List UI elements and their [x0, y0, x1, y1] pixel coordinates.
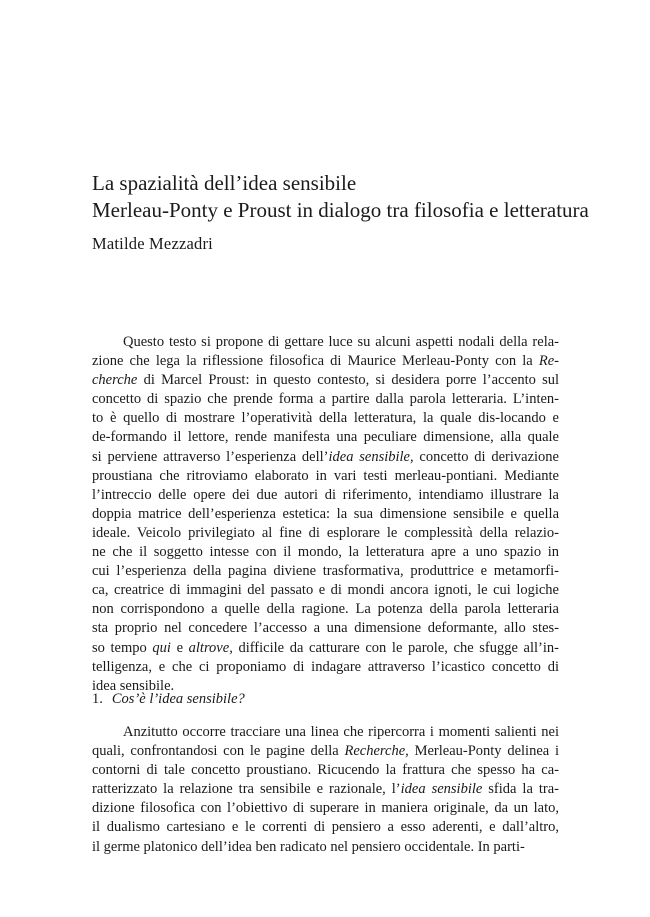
text-segment: ne che il soggetto intesse con il mondo, la letteratura apre a uno spazio in — [92, 544, 559, 561]
text-segment: non corrispondono a quelle della ragione. La potenza della parola letteraria — [92, 601, 559, 618]
section-heading — [92, 689, 245, 709]
text-segment: si perviene attraverso l’esperienza dell’ — [92, 448, 329, 465]
text-segment: , Merleau-Ponty delinea i — [405, 743, 560, 760]
text-segment: idea sensibile. — [92, 677, 175, 694]
text-segment: cui l’esperienza della pagina diviene trasformativa, produttrice e metamorfi- — [92, 563, 559, 580]
text-line — [92, 543, 559, 562]
abstract-paragraph — [92, 333, 559, 696]
text-line — [92, 658, 559, 677]
text-segment: il dualismo cartesiano e le correnti di pensiero a esso aderenti, e dall’altro, — [92, 819, 559, 836]
text-segment: l’intreccio delle opere dei due autori di riferimento, intendiamo illustrare la — [92, 486, 559, 503]
text-line — [92, 448, 559, 467]
text-segment: concetto di spazio che prende forma a partire dalla parola letteraria. L’inten- — [92, 391, 559, 408]
text-line — [92, 639, 559, 658]
text-line — [92, 761, 559, 780]
text-line — [92, 799, 559, 818]
text-segment: , concetto di derivazione — [410, 448, 559, 465]
text-line — [92, 838, 559, 857]
section-number: 1. — [92, 691, 103, 707]
text-segment: , difficile da catturare con le parole, che sfugge all’in- — [229, 639, 559, 656]
text-segment: ratterizzato la relazione tra sensibile e razionale, l’ — [92, 781, 401, 798]
text-segment: to è quello di mostrare l’operatività della letteratura, la quale dis-locando e — [92, 410, 559, 427]
text-line — [92, 428, 559, 447]
text-line — [92, 352, 559, 371]
text-segment: doppia matrice dell’esperienza estetica: la sua dimensione sensibile e quella — [92, 505, 559, 522]
section-title: Cos’è l’idea sensibile? — [111, 691, 245, 707]
text-line — [92, 619, 559, 638]
italic-text: qui — [152, 639, 171, 656]
italic-text: altrove — [188, 639, 230, 656]
italic-text: idea sensibile — [400, 781, 483, 798]
text-segment: Questo testo si propone di gettare luce su alcuni aspetti nodali della rela- — [123, 334, 559, 350]
text-segment: ca, creatrice di immagini del passato e di mondi ancora ignoti, le cui logiche — [92, 582, 559, 599]
text-segment: e — [170, 639, 189, 656]
text-line — [92, 780, 559, 799]
text-line — [92, 818, 559, 837]
text-line — [92, 390, 559, 409]
italic-text: cherche — [92, 372, 138, 389]
text-line — [92, 581, 559, 600]
text-segment: ideale. Veicolo privilegiato al fine di esplorare le complessità della relazio- — [92, 524, 559, 541]
text-line — [92, 409, 559, 428]
text-segment: zione che lega la riflessione filosofica di Maurice Merleau-Ponty con la — [92, 353, 539, 370]
text-segment: sfida la tra- — [482, 781, 559, 798]
text-line — [92, 505, 559, 524]
article-title: La spazialità dell’idea sensibile — [92, 171, 357, 195]
text-segment: so tempo — [92, 639, 153, 656]
text-line — [92, 467, 559, 486]
text-line — [92, 723, 559, 742]
text-segment: Anzitutto occorre tracciare una linea che ripercorra i momenti salienti nei — [123, 724, 559, 740]
text-segment: de-formando il lettore, rende manifesta una peculiare dimensione, alla quale — [92, 429, 559, 446]
text-segment: telligenza, e che ci proponiamo di indagare attraverso l’icastico concetto di — [92, 658, 559, 675]
italic-text: Re- — [538, 353, 559, 370]
section-body-paragraph — [92, 723, 559, 857]
text-line — [92, 742, 559, 761]
text-segment: contorni di tale concetto proustiano. Ricucendo la frattura che spesso ha ca- — [92, 762, 559, 779]
text-line — [92, 371, 559, 390]
text-line — [92, 562, 559, 581]
article-subtitle: Merleau-Ponty e Proust in dialogo tra filosofia e letteratura — [92, 198, 589, 222]
italic-text: idea sensibile — [328, 448, 410, 465]
text-line — [92, 524, 559, 543]
text-segment: di Marcel Proust: in questo contesto, si desidera porre l’accento sul — [137, 372, 559, 389]
text-segment: il germe platonico dell’idea ben radicato nel pensiero occidentale. In parti- — [92, 838, 525, 855]
text-line — [92, 600, 559, 619]
text-segment: quali, confrontandosi con le pagine della — [92, 743, 345, 760]
author-name: Matilde Mezzadri — [92, 234, 213, 253]
italic-text: Recherche — [344, 743, 406, 760]
text-segment: dizione filosofica con l’obiettivo di superare in maniera originale, da un lato, — [92, 800, 559, 817]
text-line — [92, 486, 559, 505]
text-line — [92, 333, 559, 352]
text-segment: sta proprio nel concedere l’accesso a una dimensione deformante, allo stes- — [92, 620, 559, 637]
text-segment: proustiana che ritroviamo elaborato in vari testi merleau-pontiani. Mediante — [92, 467, 559, 484]
